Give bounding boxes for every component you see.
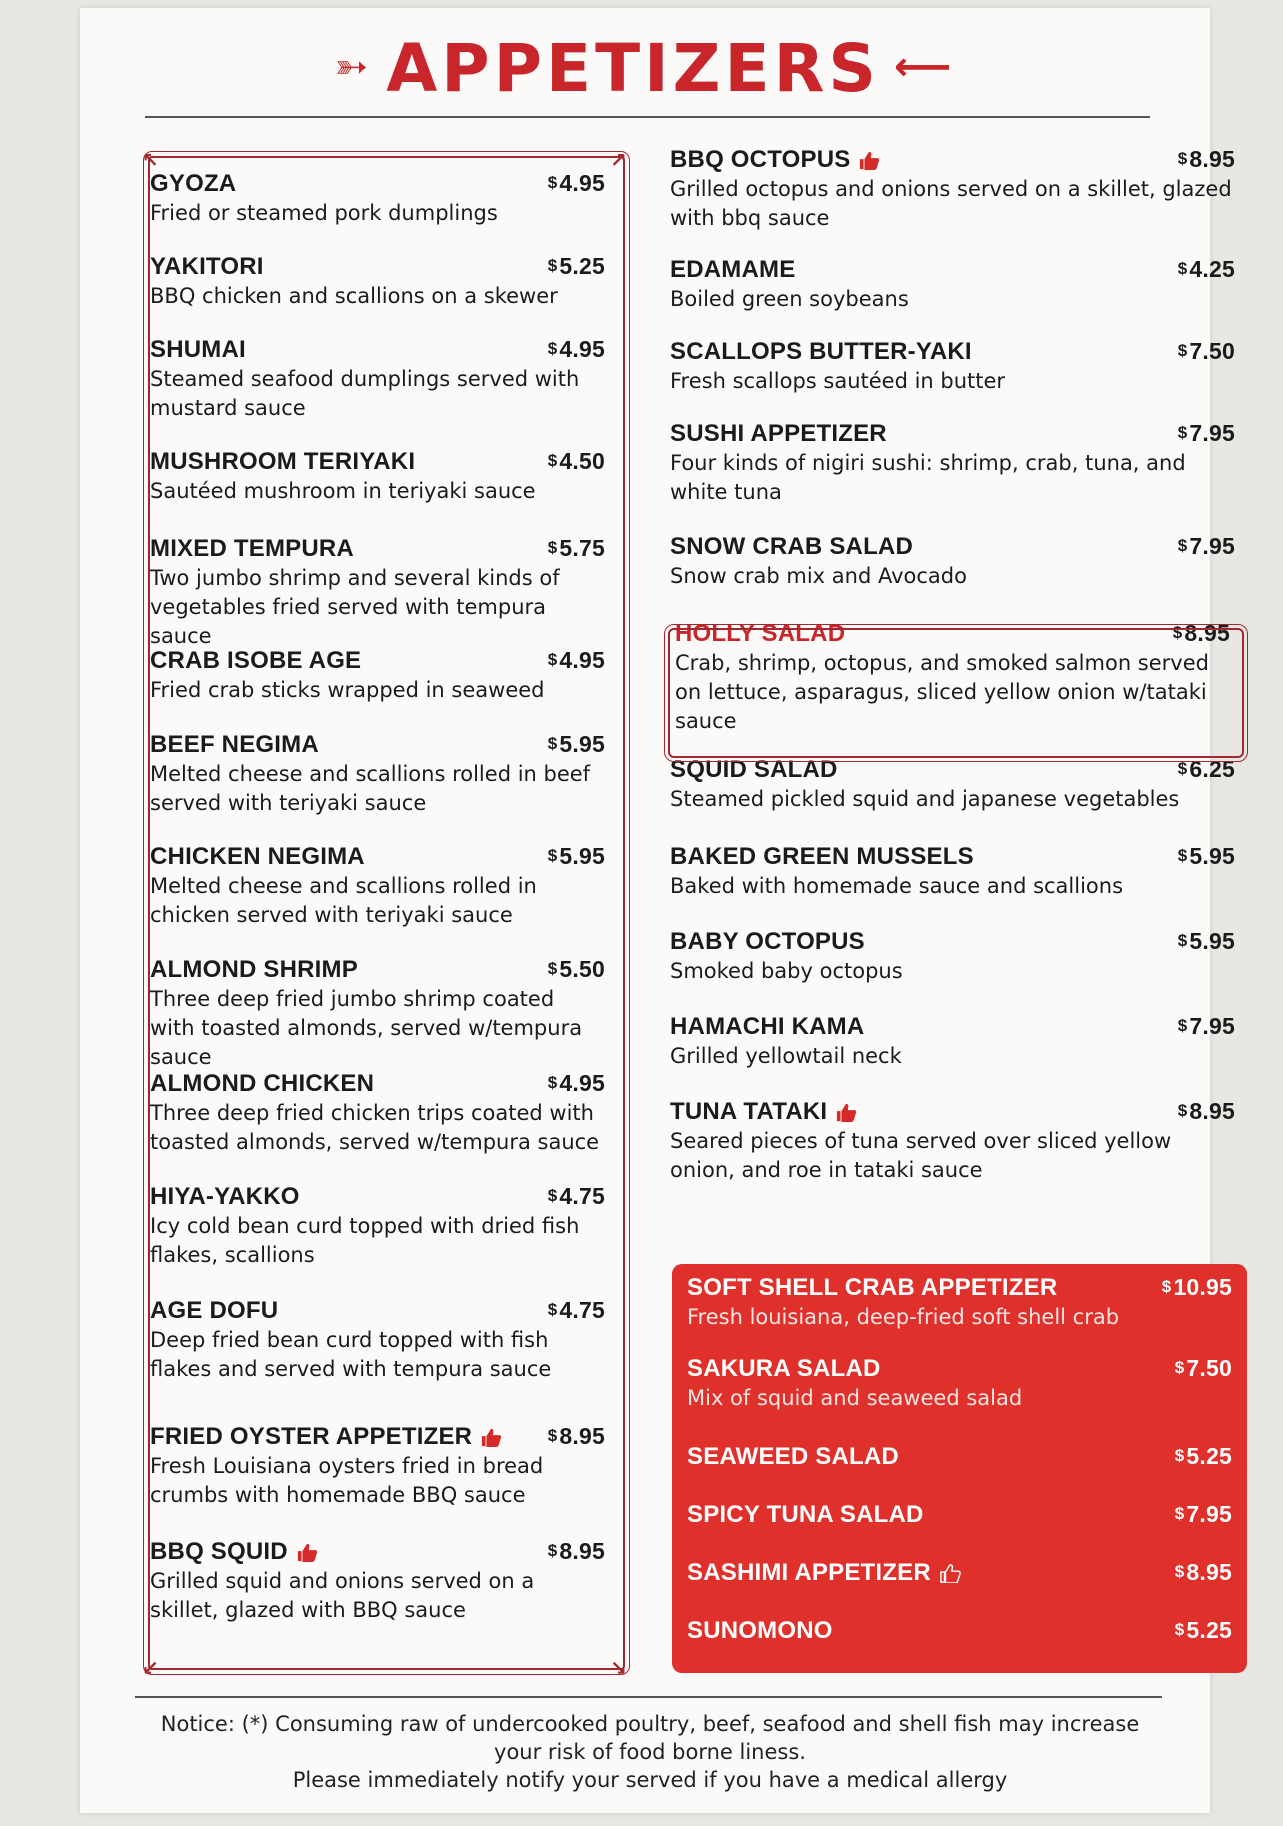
menu-item-description: Sautéed mushroom in teriyaki sauce <box>150 479 536 503</box>
menu-item <box>150 535 605 651</box>
menu-item-price-value: 5.50 <box>559 956 605 982</box>
featured-item-frame <box>668 628 1244 758</box>
menu-item-name <box>670 146 880 174</box>
menu-item-price <box>548 253 605 280</box>
menu-item-price <box>1178 338 1235 365</box>
bottom-divider <box>135 1696 1162 1698</box>
menu-item-name-text: BBQ SQUID <box>150 1538 288 1565</box>
menu-item-price-value: 10.95 <box>1173 1274 1232 1300</box>
currency-symbol: $ <box>1177 259 1188 278</box>
menu-item-name <box>670 420 887 448</box>
menu-item-description: Seared pieces of tuna served over sliced yellow onion, and roe in tataki sauce <box>670 1129 1172 1182</box>
menu-item-name <box>150 1423 502 1451</box>
menu-item-header <box>670 928 1235 956</box>
menu-item <box>150 1070 605 1157</box>
menu-item-name-text: BABY OCTOPUS <box>670 928 865 955</box>
menu-item-name <box>150 1538 318 1566</box>
menu-item-price-value: 5.95 <box>1189 928 1235 954</box>
ornament-left-icon: ➳ <box>334 43 373 90</box>
menu-item-name-text: AGE DOFU <box>150 1297 279 1324</box>
menu-item-name-text: HAMACHI KAMA <box>670 1013 865 1040</box>
top-divider <box>145 116 1150 118</box>
menu-item-price-value: 5.95 <box>1189 843 1235 869</box>
menu-item <box>150 448 605 506</box>
menu-item-price <box>548 1183 605 1210</box>
menu-title: ➳ APPETIZERS ⟵ <box>334 30 956 107</box>
menu-item-price-value: 4.75 <box>559 1183 605 1209</box>
menu-item-name <box>150 956 358 984</box>
menu-item-description: Fresh scallops sautéed in butter <box>670 369 1006 393</box>
menu-item <box>670 928 1235 986</box>
menu-item-description: Deep fried bean curd topped with fish flakes and served with tempura sauce <box>150 1328 552 1381</box>
menu-item-header <box>150 843 605 871</box>
menu-item-description: Fried or steamed pork dumplings <box>150 201 498 225</box>
menu-item-header <box>670 256 1235 284</box>
menu-item-price-value: 8.95 <box>559 1423 605 1449</box>
menu-item <box>670 756 1235 814</box>
menu-item-header <box>150 1070 605 1098</box>
menu-item-price <box>1175 1559 1232 1586</box>
menu-item-header <box>670 756 1235 784</box>
menu-item-name <box>687 1355 881 1383</box>
menu-item <box>670 420 1235 507</box>
currency-symbol: $ <box>1174 1446 1185 1465</box>
menu-item-price <box>1175 1355 1232 1382</box>
menu-item-description: Four kinds of nigiri sushi: shrimp, crab, tuna, and white tuna <box>670 451 1186 504</box>
menu-item-price-value: 8.95 <box>1184 620 1230 646</box>
menu-item-name <box>150 843 365 871</box>
currency-symbol: $ <box>547 1300 558 1319</box>
menu-item-price <box>548 731 605 758</box>
menu-item-description: Crab, shrimp, octopus, and smoked salmon served on lettuce, asparagus, sliced yellow onion w/tataki sauce <box>675 651 1209 733</box>
menu-item-price-value: 8.95 <box>1189 146 1235 172</box>
menu-item-name <box>150 253 264 281</box>
menu-item <box>687 1274 1232 1332</box>
menu-item-price <box>1175 1443 1232 1470</box>
menu-item-description: Mix of squid and seaweed salad <box>687 1386 1023 1410</box>
menu-item <box>150 1297 605 1384</box>
ornament-right-icon: ⟵ <box>893 43 956 90</box>
menu-item-header <box>150 1297 605 1325</box>
currency-symbol: $ <box>1161 1277 1172 1296</box>
menu-item-price-value: 4.25 <box>1189 256 1235 282</box>
menu-item-name <box>687 1443 899 1471</box>
menu-item-name-text: GYOZA <box>150 170 237 197</box>
menu-item-price-value: 8.95 <box>1189 1098 1235 1124</box>
currency-symbol: $ <box>547 650 558 669</box>
menu-item-description: Boiled green soybeans <box>670 287 909 311</box>
menu-item-price-value: 4.75 <box>559 1297 605 1323</box>
menu-item <box>687 1617 1232 1645</box>
menu-item-name-text: SQUID SALAD <box>670 756 838 783</box>
menu-item-name-text: ALMOND CHICKEN <box>150 1070 375 1097</box>
menu-item <box>670 146 1235 233</box>
menu-item <box>150 731 605 818</box>
thumbs-up-icon <box>858 150 880 170</box>
currency-symbol: $ <box>547 538 558 557</box>
menu-item-price <box>548 956 605 983</box>
currency-symbol: $ <box>547 451 558 470</box>
menu-item-header <box>687 1355 1232 1383</box>
corner-ornament-icon: ↗ <box>610 150 627 172</box>
menu-item-name-text: SEAWEED SALAD <box>687 1443 899 1470</box>
thumbs-up-icon <box>835 1102 857 1122</box>
menu-item-price <box>1178 256 1235 283</box>
menu-item-name-text: CRAB ISOBE AGE <box>150 647 362 674</box>
menu-item <box>150 1423 605 1510</box>
currency-symbol: $ <box>1177 1101 1188 1120</box>
menu-item-price <box>1178 1098 1235 1125</box>
menu-item-name-text: SNOW CRAB SALAD <box>670 533 913 560</box>
menu-item-price-value: 4.50 <box>559 448 605 474</box>
menu-item <box>670 1098 1235 1185</box>
menu-item-name-text: SHUMAI <box>150 336 246 363</box>
notice-line-2: Please immediately notify your served if you have a medical allergy <box>292 1768 1008 1792</box>
menu-item-name <box>150 731 319 759</box>
menu-item-name <box>687 1274 1057 1302</box>
menu-item-price-value: 4.95 <box>559 336 605 362</box>
menu-item-price-value: 7.50 <box>1189 338 1235 364</box>
menu-item-header <box>670 1013 1235 1041</box>
menu-item <box>150 647 605 705</box>
menu-item-price <box>548 170 605 197</box>
currency-symbol: $ <box>547 1186 558 1205</box>
currency-symbol: $ <box>547 339 558 358</box>
menu-item-description: Snow crab mix and Avocado <box>670 564 967 588</box>
menu-item-name <box>687 1559 961 1587</box>
menu-item-header <box>670 1098 1235 1126</box>
currency-symbol: $ <box>1177 759 1188 778</box>
currency-symbol: $ <box>547 846 558 865</box>
menu-item-description: Smoked baby octopus <box>670 959 903 983</box>
currency-symbol: $ <box>1177 149 1188 168</box>
menu-item <box>687 1559 1232 1587</box>
menu-item-name <box>670 533 913 561</box>
menu-item-description: BBQ chicken and scallions on a skewer <box>150 284 558 308</box>
currency-symbol: $ <box>1177 1016 1188 1035</box>
menu-item <box>670 256 1235 314</box>
menu-item-price-value: 5.95 <box>559 731 605 757</box>
menu-item-description: Grilled yellowtail neck <box>670 1044 902 1068</box>
menu-item-header <box>150 1183 605 1211</box>
menu-item-description: Steamed pickled squid and japanese vegetables <box>670 787 1180 811</box>
menu-item <box>150 336 605 423</box>
menu-item-price <box>548 647 605 674</box>
menu-item-name-text: BBQ OCTOPUS <box>670 146 851 173</box>
menu-item-price-value: 7.95 <box>1189 1013 1235 1039</box>
menu-item-description: Grilled octopus and onions served on a skillet, glazed with bbq sauce <box>670 177 1232 230</box>
menu-item-name <box>670 756 838 784</box>
menu-item-price-value: 4.95 <box>559 1070 605 1096</box>
corner-ornament-icon: ↙ <box>142 1658 159 1680</box>
menu-item-price <box>548 843 605 870</box>
menu-item-price <box>1178 533 1235 560</box>
currency-symbol: $ <box>547 734 558 753</box>
menu-item <box>670 843 1235 901</box>
menu-item-price <box>1178 1013 1235 1040</box>
menu-item-name-text: SAKURA SALAD <box>687 1355 881 1382</box>
menu-item-price <box>548 1538 605 1565</box>
menu-item-description: Steamed seafood dumplings served with mustard sauce <box>150 367 580 420</box>
menu-item-price-value: 5.95 <box>559 843 605 869</box>
menu-item-price <box>1175 1501 1232 1528</box>
menu-item-header <box>150 1538 605 1566</box>
menu-item-name <box>670 256 795 284</box>
menu-item-price-value: 7.95 <box>1189 420 1235 446</box>
menu-item <box>150 843 605 930</box>
menu-item <box>670 1013 1235 1071</box>
menu-page <box>80 8 1235 1813</box>
menu-item-name-text: SPICY TUNA SALAD <box>687 1501 924 1528</box>
menu-item-price <box>548 1297 605 1324</box>
menu-item-name-text: SUNOMONO <box>687 1617 833 1644</box>
menu-item-name-text: EDAMAME <box>670 256 796 283</box>
menu-item <box>150 170 605 228</box>
menu-item-header <box>150 956 605 984</box>
menu-item-price <box>1175 1617 1232 1644</box>
menu-item <box>150 1538 605 1625</box>
menu-item-price <box>1178 146 1235 173</box>
menu-item-name <box>670 843 974 871</box>
menu-item-name <box>687 1617 833 1645</box>
menu-item-price <box>548 448 605 475</box>
menu-item-description: Melted cheese and scallions rolled in beef served with teriyaki sauce <box>150 762 591 815</box>
menu-item-description: Fried crab sticks wrapped in seaweed <box>150 678 545 702</box>
thumbs-up-outline-icon <box>939 1563 961 1583</box>
menu-item-name-text: MUSHROOM TERIYAKI <box>150 448 416 475</box>
menu-item <box>670 338 1235 396</box>
currency-symbol: $ <box>1172 623 1183 642</box>
currency-symbol: $ <box>1177 341 1188 360</box>
menu-item-header <box>670 843 1235 871</box>
currency-symbol: $ <box>1174 1358 1185 1377</box>
currency-symbol: $ <box>547 173 558 192</box>
menu-item-name <box>687 1501 924 1529</box>
menu-item-description: Three deep fried jumbo shrimp coated with toasted almonds, served w/tempura sauce <box>150 987 583 1069</box>
currency-symbol: $ <box>1174 1504 1185 1523</box>
menu-item-description: Two jumbo shrimp and several kinds of vegetables fried served with tempura sauce <box>150 566 560 648</box>
menu-item-name <box>150 535 354 563</box>
currency-symbol: $ <box>1177 931 1188 950</box>
menu-item-name-text: CHICKEN NEGIMA <box>150 843 365 870</box>
menu-item-description: Icy cold bean curd topped with dried fish flakes, scallions <box>150 1214 580 1267</box>
currency-symbol: $ <box>1177 846 1188 865</box>
menu-item-price <box>1178 843 1235 870</box>
menu-item-header <box>150 448 605 476</box>
menu-item-price-value: 8.95 <box>559 1538 605 1564</box>
menu-item-price <box>1162 1274 1232 1301</box>
menu-item-name <box>150 1183 300 1211</box>
menu-item-header <box>687 1501 1232 1529</box>
notice-line-1: Notice: (*) Consuming raw of undercooked poultry, beef, seafood and shell fish may increase your risk of food borne liness. <box>160 1712 1140 1764</box>
menu-item-header <box>150 336 605 364</box>
menu-item-description: Melted cheese and scallions rolled in chicken served with teriyaki sauce <box>150 874 537 927</box>
menu-item <box>687 1501 1232 1529</box>
menu-item-header <box>687 1617 1232 1645</box>
menu-item-name-text: SOFT SHELL CRAB APPETIZER <box>687 1274 1058 1301</box>
currency-symbol: $ <box>1177 536 1188 555</box>
menu-item-price <box>1178 928 1235 955</box>
menu-item-price-value: 7.95 <box>1189 533 1235 559</box>
menu-item-name-text: SASHIMI APPETIZER <box>687 1559 931 1586</box>
menu-item-price-value: 6.25 <box>1189 756 1235 782</box>
menu-item <box>150 1183 605 1270</box>
currency-symbol: $ <box>1174 1562 1185 1581</box>
menu-item-name <box>150 448 415 476</box>
menu-item-price <box>1178 756 1235 783</box>
thumbs-up-icon <box>480 1427 502 1447</box>
menu-item-name <box>150 647 361 675</box>
menu-item-name-text: HIYA-YAKKO <box>150 1183 300 1210</box>
menu-item-header <box>150 1423 605 1451</box>
notice <box>140 1710 1160 1794</box>
menu-item-name <box>150 170 236 198</box>
menu-item-price-value: 7.95 <box>1186 1501 1232 1527</box>
currency-symbol: $ <box>547 256 558 275</box>
corner-ornament-icon: ↖ <box>142 150 159 172</box>
menu-item-name-text: SUSHI APPETIZER <box>670 420 887 447</box>
menu-item-price-value: 8.95 <box>1186 1559 1232 1585</box>
menu-item-header <box>670 533 1235 561</box>
menu-item-name-text: BEEF NEGIMA <box>150 731 319 758</box>
menu-item-header <box>150 170 605 198</box>
menu-item <box>687 1443 1232 1471</box>
menu-item-header <box>150 535 605 563</box>
currency-symbol: $ <box>547 1426 558 1445</box>
menu-item-name <box>150 1070 374 1098</box>
currency-symbol: $ <box>547 1073 558 1092</box>
menu-item-name <box>670 1013 864 1041</box>
menu-item-name-text: BAKED GREEN MUSSELS <box>670 843 974 870</box>
menu-item-header <box>687 1274 1232 1302</box>
menu-item-name <box>150 336 246 364</box>
menu-item-price-value: 5.75 <box>559 535 605 561</box>
menu-item-name-text: HOLLY SALAD <box>675 620 846 647</box>
thumbs-up-icon <box>296 1542 318 1562</box>
menu-item-price <box>1178 420 1235 447</box>
menu-item-price-value: 4.95 <box>559 647 605 673</box>
menu-item-description: Fresh Louisiana oysters fried in bread crumbs with homemade BBQ sauce <box>150 1454 544 1507</box>
menu-item-price <box>548 336 605 363</box>
menu-item <box>150 253 605 311</box>
menu-item-description: Three deep fried chicken trips coated with toasted almonds, served w/tempura sauce <box>150 1101 600 1154</box>
menu-item-name-text: YAKITORI <box>150 253 264 280</box>
currency-symbol: $ <box>547 959 558 978</box>
currency-symbol: $ <box>547 1541 558 1560</box>
menu-item-description: Grilled squid and onions served on a skillet, glazed with BBQ sauce <box>150 1569 535 1622</box>
menu-item-header <box>150 731 605 759</box>
menu-item-header <box>150 253 605 281</box>
menu-item-header <box>687 1443 1232 1471</box>
menu-item-price-value: 4.95 <box>559 170 605 196</box>
menu-item-name <box>670 1098 857 1126</box>
menu-item-price-value: 5.25 <box>559 253 605 279</box>
menu-item-description: Fresh louisiana, deep-fried soft shell crab <box>687 1305 1120 1329</box>
menu-item-name <box>150 1297 278 1325</box>
menu-item-name-text: SCALLOPS BUTTER-YAKI <box>670 338 972 365</box>
menu-item-name-text: FRIED OYSTER APPETIZER <box>150 1423 473 1450</box>
menu-item-header <box>150 647 605 675</box>
menu-item-name-text: ALMOND SHRIMP <box>150 956 358 983</box>
menu-item-price-value: 5.25 <box>1186 1443 1232 1469</box>
menu-item <box>670 533 1235 591</box>
menu-item <box>150 956 605 1072</box>
menu-item-price <box>548 1070 605 1097</box>
menu-item-header <box>670 146 1235 174</box>
menu-item-header <box>687 1559 1232 1587</box>
menu-item-name <box>670 928 865 956</box>
menu-item-price <box>548 1423 605 1450</box>
menu-item-price <box>548 535 605 562</box>
menu-item-name <box>670 338 972 366</box>
menu-item <box>687 1355 1232 1413</box>
menu-item-price-value: 5.25 <box>1186 1617 1232 1643</box>
menu-item-description: Baked with homemade sauce and scallions <box>670 874 1124 898</box>
menu-item-header <box>670 338 1235 366</box>
menu-item-name-text: MIXED TEMPURA <box>150 535 354 562</box>
currency-symbol: $ <box>1177 423 1188 442</box>
corner-ornament-icon: ↘ <box>610 1658 627 1680</box>
menu-item-name-text: TUNA TATAKI <box>670 1098 828 1125</box>
menu-item-header <box>670 420 1235 448</box>
menu-item-price-value: 7.50 <box>1186 1355 1232 1381</box>
currency-symbol: $ <box>1174 1620 1185 1639</box>
